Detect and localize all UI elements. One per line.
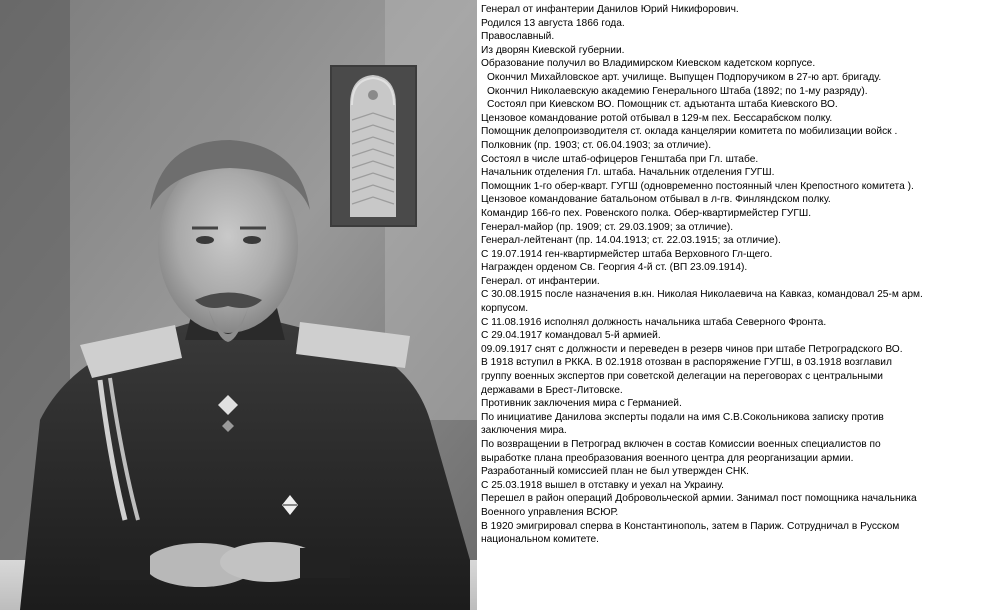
biography-line: заключения мира. — [481, 425, 567, 437]
biography-text — [481, 3, 981, 547]
biography-line: Военного управления ВСЮР. — [481, 506, 619, 518]
biography-line: Цензовое командование ротой отбывал в 129-м пех. Бессарабском полку. — [481, 112, 833, 124]
biography-line: В 1920 эмигрировал сперва в Константинополь, затем в Париж. Сотрудничал в Русском — [481, 520, 900, 532]
biography-line: выработке плана преобразования военного центра для реорганизации армии. — [481, 452, 854, 464]
biography-line: С 30.08.1915 после назначения в.кн. Николая Николаевича на Кавказ, командовал 25-м арм. — [481, 289, 923, 301]
biography-line: Помощник 1-го обер-кварт. ГУГШ (одновременно постоянный член Крепостного комитета ). — [481, 180, 914, 192]
biography-line: С 11.08.1916 исполнял должность начальника штаба Северного Фронта. — [481, 316, 827, 328]
biography-line: Генерал. от инфантерии. — [481, 275, 600, 287]
biography-line: Из дворян Киевской губернии. — [481, 44, 625, 56]
biography-line: Полковник (пр. 1903; ст. 06.04.1903; за отличие). — [481, 139, 712, 151]
biography-line: В 1918 вступил в РККА. В 02.1918 отозван в распоряжение ГУГШ, в 03.1918 возглавил — [481, 357, 892, 369]
biography-line: Родился 13 августа 1866 года. — [481, 17, 625, 29]
biography-line: Генерал-лейтенант (пр. 14.04.1913; ст. 22.03.1915; за отличие). — [481, 235, 781, 247]
biography-line: 09.09.1917 снят с должности и переведен в резерв чинов при штабе Петроградского ВО. — [481, 343, 903, 355]
biography-line: национальном комитете. — [481, 534, 600, 546]
biography-line: Помощник делопроизводителя ст. оклада канцелярии комитета по мобилизации войск . — [481, 126, 898, 138]
biography-line: С 29.04.1917 командовал 5-й армией. — [481, 330, 661, 342]
biography-line: группу военных экспертов при советской делегации на переговорах с центральными — [481, 371, 883, 383]
biography-line: Начальник отделения Гл. штаба. Начальник отделения ГУГШ. — [481, 167, 775, 179]
biography-line: С 25.03.1918 вышел в отставку и уехал на Украину. — [481, 479, 724, 491]
biography-line: Генерал-майор (пр. 1909; ст. 29.03.1909; за отличие). — [481, 221, 734, 233]
biography-line: Окончил Михайловское арт. училище. Выпущен Подпоручиком в 27-ю арт. бригаду. — [487, 71, 882, 83]
biography-line: Состоял в числе штаб-офицеров Генштаба при Гл. штабе. — [481, 153, 759, 165]
biography-line: державами в Брест-Литовске. — [481, 384, 623, 396]
biography-line: Разработанный комиссией план не был утвержден СНК. — [481, 466, 749, 478]
shoulder-board-image — [330, 65, 417, 227]
biography-line: Состоял при Киевском ВО. Помощник ст. адъютанта штаба Киевского ВО. — [487, 99, 838, 111]
biography-line: Противник заключения мира с Германией. — [481, 398, 682, 410]
biography-line: Перешел в район операций Добровольческой армии. Занимал пост помощника начальника — [481, 493, 917, 505]
biography-line: По возвращении в Петроград включен в состав Комиссии военных специалистов по — [481, 439, 881, 450]
biography-line: Генерал от инфантерии Данилов Юрий Никифорович. — [481, 4, 739, 15]
biography-line: корпусом. — [481, 303, 529, 315]
biography-line: Командир 166-го пех. Ровенского полка. Обер-квартирмейстер ГУГШ. — [481, 207, 812, 219]
biography-line: Православный. — [481, 31, 555, 43]
biography-line: Награжден орденом Св. Георгия 4-й ст. (ВП 23.09.1914). — [481, 262, 748, 274]
biography-line: Цензовое командование батальоном отбывал в л-гв. Финляндском полку. — [481, 194, 831, 206]
biography-line: Образование получил во Владимирском Киевском кадетском корпусе. — [481, 58, 816, 70]
biography-line: По инициативе Данилова эксперты подали на имя С.В.Сокольникова записку против — [481, 411, 884, 423]
biography-line: Окончил Николаевскую академию Генерального Штаба (1892; по 1-му разряду). — [487, 85, 868, 97]
biography-line: С 19.07.1914 ген-квартирмейстер штаба Верховного Гл-щего. — [481, 248, 773, 260]
